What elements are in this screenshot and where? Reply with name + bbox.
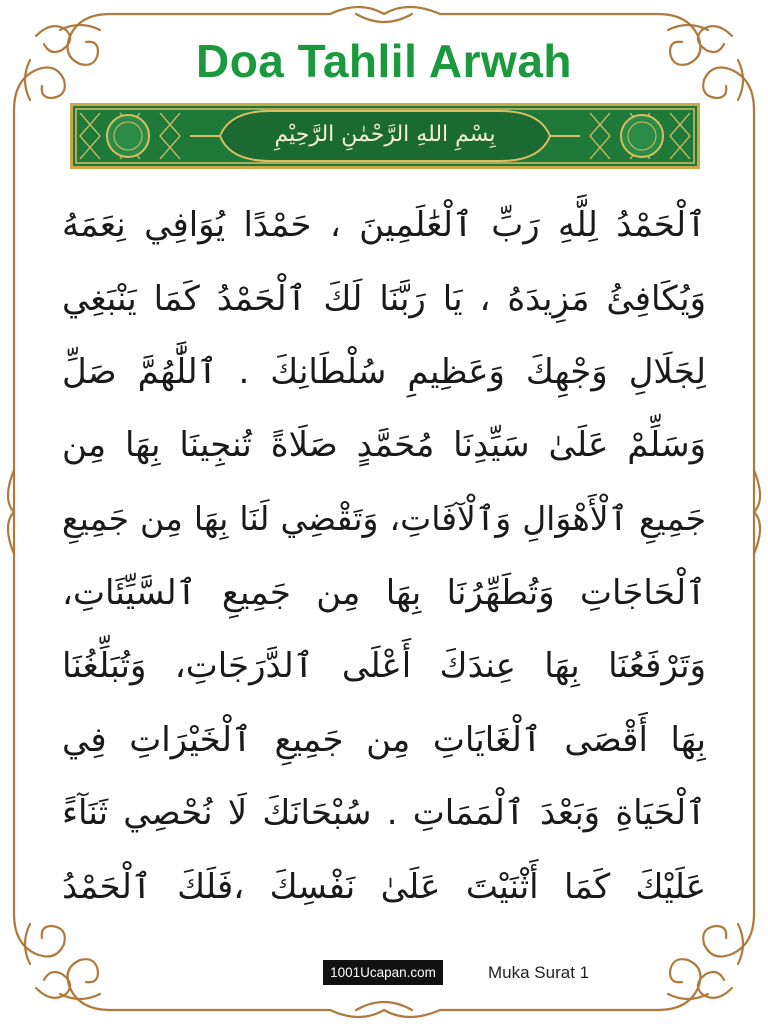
- verse-line: [62, 776, 706, 850]
- verse-line-text: ٱلْحَمْدُ لِلَّهِ رَبِّ ٱلْعَٰلَمِينَ ، حَمْدًا يُوَافِي نِعَمَهُ: [62, 205, 706, 246]
- verse-line: [62, 188, 706, 262]
- basmalah-text: بِسْمِ اللهِ الرَّحْمٰنِ الرَّحِيْمِ: [274, 121, 496, 147]
- verse-line: [62, 703, 706, 777]
- verse-line: [62, 335, 706, 409]
- verse-line-text: بِهَا أَقْصَى ٱلْغَايَاتِ مِن جَمِيعِ ٱلْخَيْرَاتِ فِي: [62, 719, 706, 760]
- verse-line-text: وَتَرْفَعُنَا بِهَا عِندَكَ أَعْلَى ٱلدَّرَجَاتِ، وَتُبَلِّغُنَا: [62, 646, 706, 687]
- verse-line: [62, 556, 706, 630]
- verse-line: [62, 409, 706, 483]
- verse-line: [62, 629, 706, 703]
- page-title: Doa Tahlil Arwah: [195, 35, 573, 87]
- verse-line-text: جَمِيعِ ٱلْأَهْوَالِ وَٱلْآفَاتِ، وَتَقْضِي لَنَا بِهَا مِن جَمِيعِ: [62, 499, 706, 539]
- verse-line-text: ٱلْحَاجَاتِ وَتُطَهِّرُنَا بِهَا مِن جَمِيعِ ٱلسَّيِّئَاتِ،: [62, 572, 706, 613]
- verse-line-text: لِجَلَالِ وَجْهِكَ وَعَظِيمِ سُلْطَانِكَ . ٱللَّٰهُمَّ صَلِّ: [62, 352, 706, 393]
- verse-line-text: وَيُكَافِئُ مَزِيدَهُ ، يَا رَبَّنَا لَكَ ٱلْحَمْدُ كَمَا يَنْبَغِي: [62, 278, 706, 319]
- site-badge: 1001Ucapan.com: [323, 960, 443, 985]
- verse-line: [62, 482, 706, 556]
- page-number: Muka Surat 1: [488, 962, 590, 982]
- prayer-text: [62, 188, 706, 923]
- verse-line-text: عَلَيْكَ كَمَا أَثْنَيْتَ عَلَىٰ نَفْسِكَ ،فَلَكَ ٱلْحَمْدُ: [62, 866, 706, 907]
- verse-line-text: وَسَلِّمْ عَلَىٰ سَيِّدِنَا مُحَمَّدٍ صَلَاةً تُنجِينَا بِهَا مِن: [62, 425, 706, 466]
- verse-line: [62, 262, 706, 336]
- verse-line-text: ٱلْحَيَاةِ وَبَعْدَ ٱلْمَمَاتِ . سُبْحَانَكَ لَا نُحْصِي ثَنَآءً: [62, 793, 706, 834]
- verse-line: [62, 850, 706, 924]
